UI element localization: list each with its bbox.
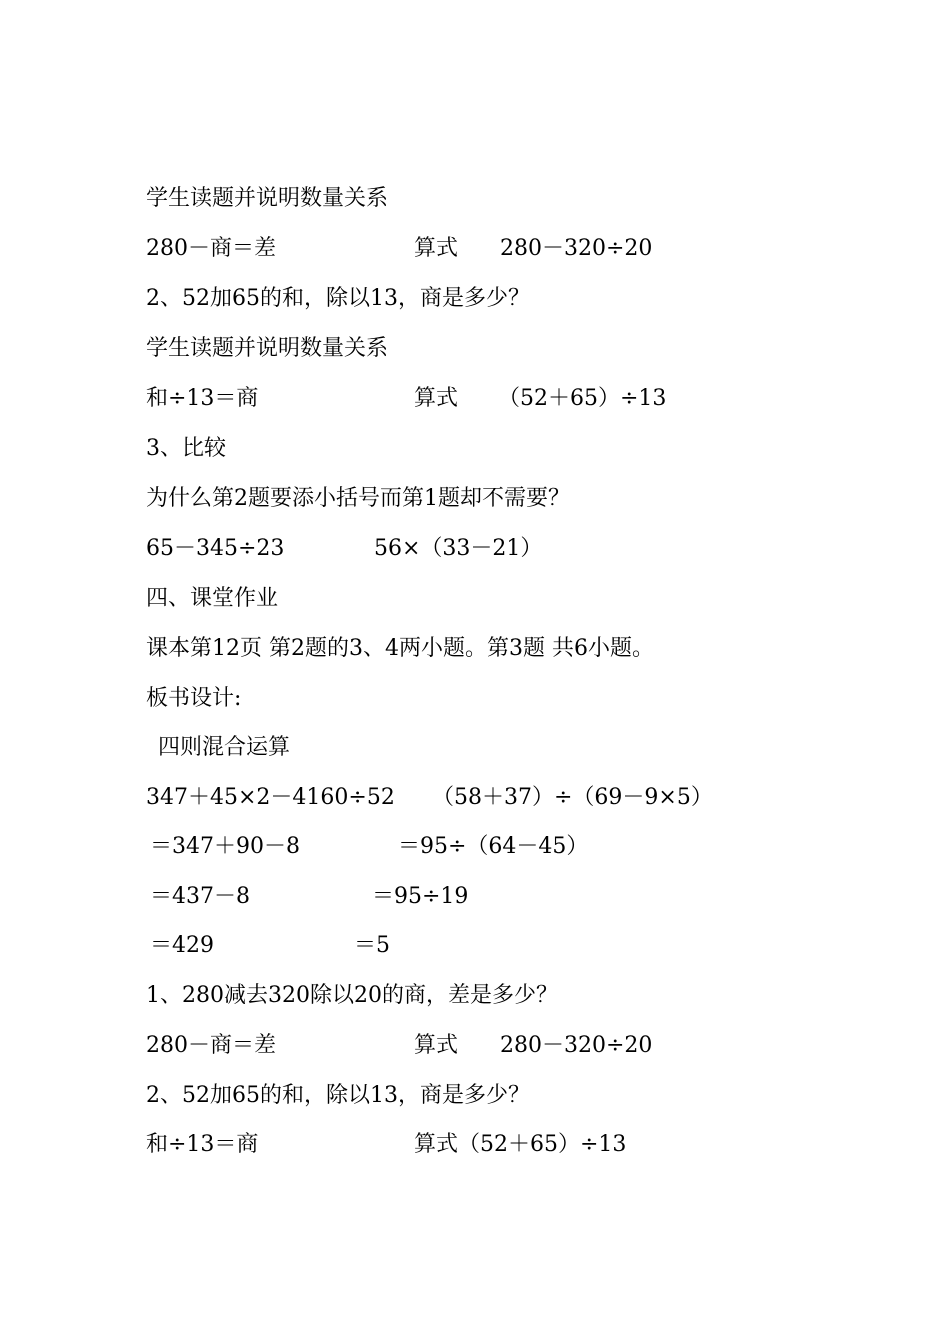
board-title: 四则混合运算 xyxy=(158,735,291,760)
relation-text: 280－商＝差 xyxy=(146,236,276,261)
calc-step-left: ＝429 xyxy=(150,933,214,958)
relation-text: 和÷13＝商 xyxy=(146,1132,259,1157)
relation-text: 280－商＝差 xyxy=(146,1033,276,1058)
equation-row xyxy=(146,1028,746,1064)
equation-row xyxy=(146,231,746,267)
text-line: 板书设计: xyxy=(146,686,242,711)
expression-text: 56×（33－21） xyxy=(374,536,543,561)
calc-row xyxy=(146,928,746,964)
equation-row xyxy=(146,1127,746,1163)
section-heading: 四、课堂作业 xyxy=(146,586,279,611)
formula-text: （52＋65）÷13 xyxy=(498,386,667,411)
homework-line: 课本第12页 第2题的3、4两小题。第3题 共6小题。 xyxy=(146,636,654,661)
equation-row xyxy=(146,381,746,417)
formula-label: 算式 xyxy=(414,386,459,411)
calc-step-left: 347＋45×2－4160÷52 xyxy=(146,785,395,810)
comparison-row xyxy=(146,531,746,567)
calc-row xyxy=(146,879,746,915)
formula-label: 算式 xyxy=(414,236,459,261)
calc-step-right: ＝95÷（64－45） xyxy=(398,834,589,859)
question-line: 2、52加65的和，除以13，商是多少？ xyxy=(146,1083,530,1108)
calc-step-right: ＝95÷19 xyxy=(372,884,469,909)
calc-row xyxy=(146,780,766,816)
question-line: 1、280减去320除以20的商，差是多少？ xyxy=(146,983,558,1008)
formula-label: 算式 xyxy=(414,1033,459,1058)
calc-row xyxy=(146,829,746,865)
question-line: 为什么第2题要添小括号而第1题却不需要？ xyxy=(146,486,570,511)
relation-text: 和÷13＝商 xyxy=(146,386,259,411)
formula-text: 280－320÷20 xyxy=(500,1033,653,1058)
formula-text: 算式（52＋65）÷13 xyxy=(414,1132,627,1157)
section-heading: 3、比较 xyxy=(146,436,226,461)
formula-text: 280－320÷20 xyxy=(500,236,653,261)
calc-step-right: ＝5 xyxy=(354,933,390,958)
expression-text: 65－345÷23 xyxy=(146,536,285,561)
calc-step-right: （58＋37）÷（69－9×5） xyxy=(432,785,713,810)
text-line: 学生读题并说明数量关系 xyxy=(146,336,389,361)
calc-step-left: ＝347＋90－8 xyxy=(150,834,300,859)
calc-step-left: ＝437－8 xyxy=(150,884,250,909)
question-line: 2、52加65的和，除以13，商是多少？ xyxy=(146,286,530,311)
text-line: 学生读题并说明数量关系 xyxy=(146,186,389,211)
